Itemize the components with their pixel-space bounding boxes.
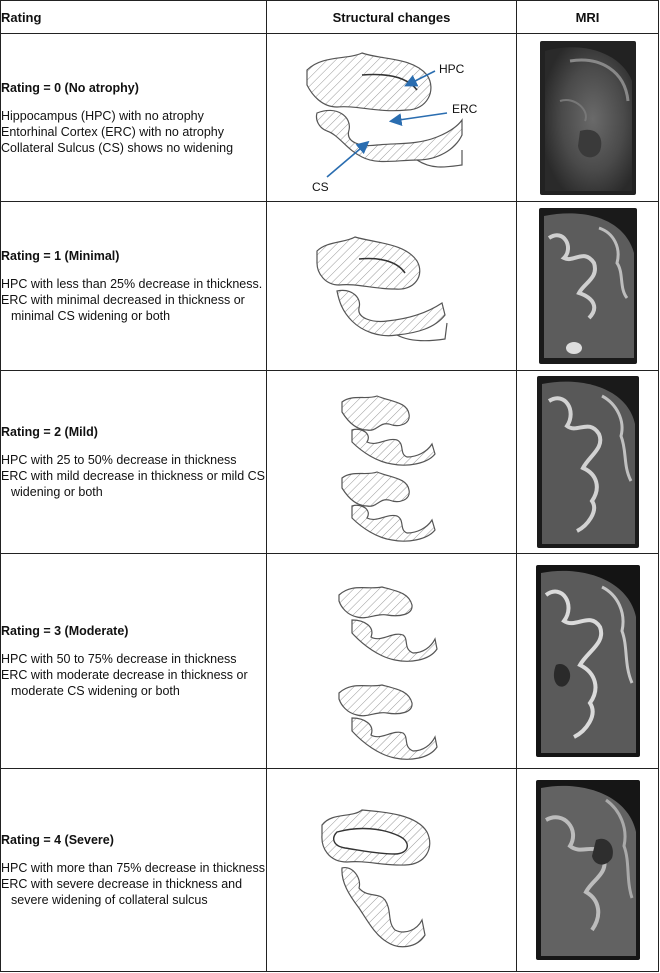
mri-cell xyxy=(517,769,659,972)
label-cs: CS xyxy=(312,179,329,194)
rating-title: Rating = 1 (Minimal) xyxy=(1,249,120,263)
structural-diagram-cell xyxy=(267,371,517,554)
rating-cell xyxy=(1,34,267,202)
rating-line: HPC with less than 25% decrease in thickness. xyxy=(1,277,263,291)
mri-cell xyxy=(517,34,659,202)
rating-line: ERC with mild decrease in thickness or mild CS widening or both xyxy=(1,469,265,499)
rating-line: ERC with minimal decreased in thickness or minimal CS widening or both xyxy=(1,293,245,323)
mri-image xyxy=(536,565,640,757)
structural-diagram-cell xyxy=(267,202,517,371)
table-row xyxy=(1,202,659,371)
mri-cell xyxy=(517,371,659,554)
structural-diagram-cell xyxy=(267,769,517,972)
rating-line: Entorhinal Cortex (ERC) with no atrophy xyxy=(1,124,225,139)
rating-title: Rating = 4 (Severe) xyxy=(1,833,114,847)
structural-diagram-cell xyxy=(267,554,517,769)
rating-title: Rating = 2 (Mild) xyxy=(1,425,98,439)
rating-cell xyxy=(1,554,267,769)
rating-cell xyxy=(1,371,267,554)
table-row xyxy=(1,769,659,972)
hippocampus-diagram-3 xyxy=(267,555,516,767)
rating-line: Collateral Sulcus (CS) shows no widening xyxy=(1,140,234,155)
header-row xyxy=(1,1,659,34)
rating-line: HPC with 50 to 75% decrease in thickness xyxy=(1,652,237,666)
mri-image xyxy=(537,376,639,548)
rating-line: HPC with 25 to 50% decrease in thickness xyxy=(1,453,237,467)
mri-image xyxy=(540,41,636,195)
hippocampus-diagram-2 xyxy=(267,372,516,552)
rating-line: ERC with moderate decrease in thickness or moderate CS widening or both xyxy=(1,668,248,698)
mri-cell xyxy=(517,202,659,371)
hippocampus-diagram-4 xyxy=(267,770,516,970)
mri-image xyxy=(536,780,640,960)
header-mri: MRI xyxy=(517,1,659,34)
rating-title: Rating = 0 (No atrophy) xyxy=(1,80,139,95)
header-rating: Rating xyxy=(1,1,267,34)
table-row xyxy=(1,371,659,554)
mri-cell xyxy=(517,554,659,769)
hippocampus-diagram-1 xyxy=(267,203,516,369)
hippocampus-diagram-0 xyxy=(267,35,516,201)
table-row xyxy=(1,554,659,769)
rating-title: Rating = 3 (Moderate) xyxy=(1,624,129,638)
mri-image xyxy=(539,208,637,364)
table-row xyxy=(1,34,659,202)
header-structural: Structural changes xyxy=(267,1,517,34)
rating-cell xyxy=(1,769,267,972)
structural-diagram-cell xyxy=(267,34,517,202)
rating-line: Hippocampus (HPC) with no atrophy xyxy=(1,108,204,123)
rating-cell xyxy=(1,202,267,371)
label-erc: ERC xyxy=(452,101,478,116)
rating-line: HPC with more than 75% decrease in thickness xyxy=(1,861,266,875)
rating-line: ERC with severe decrease in thickness and severe widening of collateral sulcus xyxy=(1,877,243,907)
label-hpc: HPC xyxy=(439,61,465,76)
